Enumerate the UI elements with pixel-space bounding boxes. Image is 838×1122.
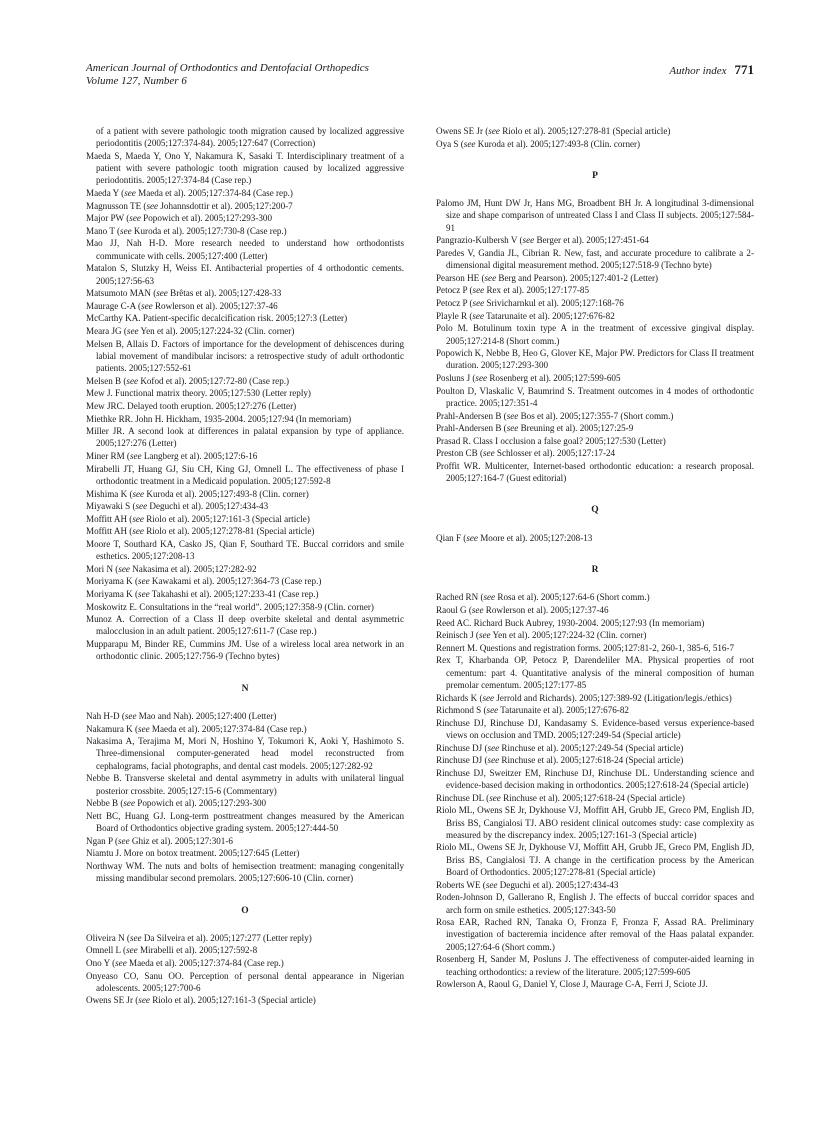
entry-author: Playle R (: [436, 310, 473, 321]
index-entry: [86, 500, 404, 512]
entry-citation: Kuroda et al). 2005;127:730-8 (Case rep.): [131, 225, 287, 236]
entry-author: Nebbe B (: [86, 798, 124, 809]
index-entry: [436, 125, 754, 137]
index-entry: Melsen B, Allais D. Factors of importance for the development of dehiscences during labial movement of mandibular incisors: a retrospective study of adult orthodontic patients. 2005;127:552-61: [86, 338, 404, 374]
entry-citation: Yen et al). 2005;127:224-32 (Clin. corner): [138, 326, 295, 337]
see-reference: see: [138, 589, 150, 599]
index-entry: Rosa EAR, Rached RN, Tanaka O, Fronza F, Fronza F, Assad RA. Preliminary investigation of bacteremia incidence after removal of the Haas palatal expander. 2005;127:64-6 (Short comm.): [436, 917, 754, 952]
entry-citation: Kuroda et al). 2005;127:493-8 (Clin. corner): [144, 488, 309, 499]
entry-citation: Riolo et al). 2005;127:278-81 (Special article): [499, 126, 671, 136]
right-column: [436, 125, 754, 991]
index-entry: [86, 994, 404, 1006]
entry-citation: Popowich et al). 2005;127:293-300: [135, 798, 267, 809]
index-entry: [436, 704, 754, 716]
page-number: 771: [734, 62, 754, 77]
index-entry: [86, 287, 404, 299]
entry-citation: Schlosser et al). 2005;127:17-24: [494, 448, 616, 459]
index-entry: Miethke RR. John H. Hickham, 1935-2004. 2005;127:94 (In memoriam): [86, 413, 352, 424]
see-reference: see: [115, 957, 127, 968]
index-entry: [436, 297, 754, 309]
index-entry: Palomo JM, Hunt DW Jr, Hans MG, Broadbent BH Jr. A longitudinal 3-dimensional size and shape comparison of untreated Class I and Class II subjects. 2005;127:584-91: [436, 198, 754, 233]
index-entry: [86, 488, 404, 500]
index-entry: Niamtu J. More on botox treatment. 2005;127:645 (Letter): [86, 848, 300, 859]
index-entry: [86, 957, 404, 969]
index-entry: [86, 225, 404, 237]
index-entry: Mirabelli JT, Huang GJ, Siu CH, King GJ, Omnell L. The effectiveness of phase I orthodontic treatment in a Medicaid population. 2005;127:592-8: [86, 463, 404, 486]
index-entry: [436, 879, 754, 891]
see-reference: see: [156, 288, 168, 299]
index-entry: [86, 212, 404, 224]
page-info: [669, 62, 754, 78]
journal-title: American Journal of Orthodontics and Dentofacial Orthopedics: [86, 62, 369, 74]
see-reference: see: [138, 723, 150, 734]
entry-author: Richards K (: [436, 692, 483, 703]
entry-author: Rinchuse DJ (: [436, 755, 488, 766]
entry-citation: Mirabelli et al). 2005;127:592-8: [137, 945, 258, 956]
see-reference: see: [475, 373, 488, 384]
index-entry: Rennert M. Questions and registration forms. 2005;127:81-2, 260-1, 385-6, 516-7: [436, 642, 735, 653]
entry-author: Prahl-Andersen B (: [436, 423, 507, 434]
entry-author: Moriyama K (: [86, 576, 139, 587]
index-entry: [436, 629, 754, 641]
section-letter: P: [592, 170, 598, 181]
see-reference: see: [118, 563, 130, 574]
index-entry: [86, 187, 404, 199]
index-entry: Maeda S, Maeda Y, Ono Y, Nakamura K, Sasaki T. Interdisciplinary treatment of a patient with severe pathologic tooth migration caused by localized aggressive periodontitis. 2005;127:374-84 (Case rep.): [86, 150, 404, 186]
index-entry: [86, 375, 404, 387]
section-letter: Q: [591, 505, 599, 516]
index-entry: Riolo ML, Owens SE Jr, Dykhouse VJ, Moffitt AH, Grubb JE, Greco PM, English JD, Briss BS, Cangialosi TJ. A change in the certification process by the American Board of Orthodontics. 2005;127:278-81 (Special article): [436, 842, 754, 878]
index-entry: [436, 272, 754, 284]
entry-citation: Moore et al). 2005;127:208-13: [477, 532, 593, 543]
entry-author: Petocz P (: [436, 298, 473, 309]
index-entry-continuation: of a patient with severe pathologic tooth migration caused by localized aggressive periodontitis (2005;127:374-84). 2005;127:647 (Correction): [96, 126, 404, 149]
entry-citation: Rinchuse et al). 2005;127:249-54 (Special article): [499, 742, 684, 753]
entry-author: Pearson HE (: [436, 272, 485, 283]
section-label: Author index: [669, 65, 727, 77]
see-reference: see: [132, 526, 144, 537]
section-letter: R: [591, 565, 599, 576]
entry-author: Moffitt AH (: [86, 526, 133, 537]
entry-citation: Mao and Nah). 2005;127:400 (Letter): [136, 710, 277, 721]
entry-author: Major PW (: [86, 213, 130, 224]
index-entry: [436, 138, 754, 150]
index-entry: [436, 692, 754, 704]
index-entry: Northway WM. The nuts and bolts of hemisection treatment: managing congenitally missing mandibular second premolars. 2005;127:606-10 (Clin. corner): [86, 860, 404, 884]
see-reference: see: [124, 710, 137, 721]
index-entry: Poulton D, Vlaskalic V, Baumrind S. Treatment outcomes in 4 modes of orthodontic practice. 2005;127:351-4: [436, 385, 754, 408]
see-reference: see: [472, 310, 484, 321]
index-entry: [436, 591, 754, 603]
entry-citation: Da Silveira et al). 2005;127:277 (Letter reply): [141, 932, 312, 943]
see-reference: see: [482, 692, 495, 703]
entry-author: Pangrazio-Kulbersh V (: [436, 235, 523, 246]
index-entry: [436, 742, 754, 754]
see-reference: see: [132, 488, 145, 499]
see-reference: see: [466, 532, 478, 543]
entry-author: Miner RM (: [86, 451, 130, 462]
entry-citation: Rinchuse et al). 2005;127:618-24 (Special article): [499, 755, 684, 766]
entry-author: Moriyama K (: [86, 589, 139, 599]
entry-author: Rinchuse DJ (: [436, 742, 488, 753]
entry-author: Maurage C-A (: [86, 300, 142, 311]
index-entry: [86, 932, 404, 944]
index-entry: [86, 835, 404, 847]
index-entry: [86, 200, 404, 212]
entry-citation: Brêtas et al). 2005;127:428-33: [167, 288, 282, 299]
entry-citation: Riolo et al). 2005;127:278-81 (Special article): [143, 526, 315, 537]
entry-author: Ono Y (: [86, 957, 116, 968]
index-entry: [86, 944, 404, 956]
entry-citation: Rinchuse et al). 2005;127:618-24 (Special article): [500, 792, 685, 803]
entry-author: Matsumoto MAN (: [86, 288, 157, 299]
see-reference: see: [138, 995, 150, 1006]
see-reference: see: [487, 755, 500, 766]
index-entry: Rowlerson A, Raoul G, Daniel Y, Close J, Maurage C-A, Ferri J, Sciote JJ.: [436, 979, 708, 990]
index-entry: Paredes V, Gandia JL, Cibrian R. New, fast, and accurate procedure to calibrate a 2-dimensional digital measurement method. 2005;127:518-9 (Techno byte): [436, 247, 754, 271]
entry-citation: Maeda et al). 2005;127:374-84 (Case rep.): [135, 188, 293, 199]
see-reference: see: [129, 213, 141, 224]
entry-citation: Takahashi et al). 2005;127:233-41 (Case rep.): [149, 589, 319, 599]
index-entry: [436, 422, 754, 434]
see-reference: see: [126, 375, 139, 386]
index-entry: Reed AC. Richard Buck Aubrey, 1930-2004. 2005;127:93 (In memoriam): [436, 617, 705, 628]
index-entry: [86, 710, 404, 722]
index-entry: Nakasima A, Terajima M, Mori N, Hoshino Y, Tokumori K, Aoki Y, Hashimoto S. Three-dimensional computer-generated head model reconstructed from cephalograms, facial photographs, and dental cast models. 2005;127:282-92: [86, 736, 404, 771]
entry-citation: Nakasima et al). 2005;127:282-92: [129, 563, 257, 574]
index-entry: Onyeaso CO, Sanu OO. Perception of personal dental appearance in Nigerian adolescents. 2005;127:700-6: [86, 970, 404, 993]
entry-citation: Berg and Pearson). 2005;127:401-2 (Letter): [496, 272, 659, 283]
see-reference: see: [124, 188, 136, 199]
see-reference: see: [506, 423, 519, 434]
entry-citation: Rowlerson et al). 2005;127:37-46: [483, 604, 609, 615]
entry-author: Oliveira N (: [86, 932, 130, 943]
see-reference: see: [138, 576, 150, 587]
index-entry: [86, 563, 404, 575]
journal-volume: Volume 127, Number 6: [86, 75, 187, 87]
see-reference: see: [126, 945, 138, 956]
entry-citation: Bos et al). 2005;127:355-7 (Short comm.): [518, 410, 674, 421]
index-entry: [86, 575, 404, 587]
see-reference: see: [471, 604, 484, 615]
entry-author: Mishima K (: [86, 488, 133, 499]
entry-author: Miyawaki S (: [86, 501, 136, 512]
entry-citation: Berger et al). 2005;127:451-64: [534, 235, 649, 246]
entry-author: Meara JG (: [86, 326, 127, 337]
see-reference: see: [129, 451, 142, 462]
see-reference: see: [123, 798, 135, 809]
see-reference: see: [463, 138, 476, 149]
entry-author: Rinchuse DL (: [436, 792, 490, 803]
see-reference: see: [506, 410, 519, 421]
see-reference: see: [488, 126, 500, 136]
entry-citation: Rex et al). 2005;127:177-85: [484, 285, 589, 296]
entry-author: Ngan P (: [86, 835, 118, 846]
see-reference: see: [472, 285, 485, 296]
index-entry: Roden-Johnson D, Gallerano R, English J. The effects of buccal corridor spaces and arch form on smile esthetics. 2005;127:343-50: [436, 892, 754, 915]
index-entry: [86, 450, 404, 462]
entry-author: Nah H-D (: [86, 710, 125, 721]
entry-citation: Yen et al). 2005;127:224-32 (Clin. corner): [490, 630, 647, 641]
see-reference: see: [522, 235, 535, 246]
index-entry: [436, 410, 754, 422]
index-entry: Mupparapu M, Binder RE, Cummins JM. Use of a wireless local area network in an orthodontic clinic. 2005;127:756-9 (Techno bytes): [86, 639, 404, 662]
see-reference: see: [484, 272, 497, 283]
index-entry: [436, 372, 754, 384]
see-reference: see: [486, 705, 499, 716]
see-reference: see: [478, 630, 491, 641]
index-entry: Popowich K, Nebbe B, Heo G, Glover KE, Major PW. Predictors for Class II treatment duration. 2005;127:293-300: [436, 348, 754, 371]
entry-citation: Maeda et al). 2005;127:374-84 (Case rep.): [149, 723, 307, 734]
see-reference: see: [135, 501, 148, 512]
left-column: [86, 125, 404, 1007]
see-reference: see: [485, 879, 498, 890]
index-entry: [436, 754, 754, 766]
entry-citation: Kawakami et al). 2005;127:364-73 (Case rep.): [149, 576, 322, 587]
see-reference: see: [146, 200, 159, 211]
entry-citation: Srivicharnkul et al). 2005;127:168-76: [484, 298, 624, 309]
see-reference: see: [129, 932, 142, 943]
entry-citation: Deguchi et al). 2005;127:434-43: [147, 501, 269, 512]
see-reference: see: [472, 298, 485, 309]
see-reference: see: [483, 448, 495, 459]
index-entry: Mao JJ, Nah H-D. More research needed to understand how orthodontists communicate with cells. 2005;127:400 (Letter): [86, 238, 404, 261]
entry-citation: Breuning et al). 2005;127:25-9: [518, 423, 634, 434]
entry-author: Richmond S (: [436, 705, 487, 716]
entry-author: Petocz P (: [436, 285, 473, 296]
index-entry: Moskowitz E. Consultations in the “real world”. 2005;127:358-9 (Clin. corner): [86, 601, 374, 612]
index-entry: Nett BC, Huang GJ. Long-term posttreatment changes measured by the American Board of Orthodontics objective grading system. 2005;127:444-50: [86, 810, 404, 834]
index-entry: Proffit WR. Multicenter, Internet-based orthodontic education: a research proposal. 2005;127:164-7 (Guest editorial): [436, 460, 754, 484]
entry-author: Magnusson TE (: [86, 200, 147, 211]
see-reference: see: [132, 513, 144, 524]
entry-citation: Popowich et al). 2005;127:293-300: [140, 213, 272, 224]
entry-citation: Rosa et al). 2005;127:64-6 (Short comm.): [495, 592, 650, 603]
entry-citation: Jerrold and Richards). 2005;127:389-92 (Litigation/legis./ethics): [494, 692, 732, 703]
entry-author: Rached RN (: [436, 592, 484, 603]
index-entry: Rinchuse DJ, Rinchuse DJ, Kandasamy S. Evidence-based versus experience-based views on occlusion and TMD. 2005;127:249-54 (Special article): [436, 717, 754, 740]
index-entry: Rex T, Kharbanda OP, Petocz P, Darendeliler MA. Physical properties of root cementum: part 4. Quantitative analysis of the mineral composition of human premolar cementum. 2005;127:177-85: [436, 655, 754, 690]
entry-citation: Deguchi et al). 2005;127:434-43: [497, 879, 619, 890]
index-entry: Moore T, Southard KA, Casko JS, Qian F, Southard TE. Buccal corridors and smile esthetics. 2005;127:208-13: [86, 538, 404, 562]
entry-author: Qian F (: [436, 532, 467, 543]
see-reference: see: [126, 326, 139, 337]
entry-citation: Kofod et al). 2005;127:72-80 (Case rep.): [138, 375, 290, 386]
entry-citation: Rowlerson et al). 2005;127:37-46: [152, 300, 278, 311]
entry-author: Owens SE Jr (: [436, 126, 489, 136]
index-entry: Miller JR. A second look at differences in palatal expansion by type of appliance. 2005;127:276 (Letter): [86, 426, 404, 449]
index-entry: [436, 532, 754, 544]
entry-citation: Langberg et al). 2005;127:6-16: [141, 451, 258, 462]
entry-author: Owens SE Jr (: [86, 995, 139, 1006]
index-entry: Prasad R. Class I occlusion a false goal? 2005;127:530 (Letter): [436, 435, 666, 446]
see-reference: see: [141, 300, 153, 311]
running-head: [86, 62, 369, 88]
entry-citation: Tatarunaite et al). 2005;127:676-82: [498, 705, 629, 716]
entry-citation: Ghiz et al). 2005;127:301-6: [129, 835, 233, 846]
index-entry: Rosenberg H, Sander M, Posluns J. The effectiveness of computer-aided learning in teaching orthodontics: a review of the literature. 2005;127:599-605: [436, 954, 754, 977]
index-entry: [86, 513, 404, 525]
entry-author: Melsen B (: [86, 375, 127, 386]
section-letter: O: [241, 905, 249, 916]
index-entry: [86, 723, 404, 735]
entry-author: Oya S (: [436, 138, 464, 149]
index-entry: Munoz A. Correction of a Class II deep overbite skeletal and dental asymmetric malocclusion in an adult patient. 2005;127:611-7 (Case rep.): [86, 614, 404, 637]
index-entry: Rinchuse DJ, Sweitzer EM, Rinchuse DJ, Rinchuse DL. Understanding science and evidence-based decision making in orthodontics. 2005;127:618-24 (Special article): [436, 767, 754, 791]
see-reference: see: [120, 225, 132, 236]
entry-author: Prahl-Andersen B (: [436, 410, 507, 421]
entry-author: Posluns J (: [436, 373, 476, 384]
entry-author: Roberts WE (: [436, 879, 486, 890]
entry-author: Reinisch J (: [436, 630, 479, 641]
index-entry: Riolo ML, Owens SE Jr, Dykhouse VJ, Moffitt AH, Grubb JE, Greco PM, English JD, Briss BS, Cangialosi TJ. ABO resident clinical outcomes study: case complexity as measured by the discrepancy index. 2005;127:161-3 (Special article): [436, 805, 754, 840]
index-entry: Nebbe B. Transverse skeletal and dental asymmetry in adults with unilateral lingual posterior crossbite. 2005;127:15-6 (Commentary): [86, 773, 404, 796]
entry-citation: Tatarunaite et al). 2005;127:676-82: [484, 310, 615, 321]
see-reference: see: [118, 835, 130, 846]
entry-citation: Rosenberg et al). 2005;127:599-605: [487, 373, 621, 384]
index-entry: [436, 234, 754, 246]
index-entry: [86, 525, 404, 537]
see-reference: see: [489, 792, 501, 803]
entry-citation: Riolo et al). 2005;127:161-3 (Special article): [143, 513, 310, 524]
entry-citation: Kuroda et al). 2005;127:493-8 (Clin. corner): [475, 138, 641, 149]
index-entry: [436, 604, 754, 616]
index-entry: Mew J. Functional matrix theory. 2005;127:530 (Letter reply): [86, 388, 311, 399]
index-entry: Mew JRC. Delayed tooth eruption. 2005;127:276 (Letter): [86, 400, 297, 411]
see-reference: see: [483, 592, 496, 603]
entry-author: Maeda Y (: [86, 188, 125, 199]
entry-author: Preston CB (: [436, 448, 483, 459]
index-entry: McCarthy KA. Patient-specific decalcification risk. 2005;127:3 (Letter): [86, 313, 348, 324]
index-entry: Matalon S, Slutzky H, Weiss EI. Antibacterial properties of 4 orthodontic cements. 2005;127:56-63: [86, 263, 404, 286]
see-reference: see: [487, 742, 500, 753]
page-header: [86, 62, 754, 96]
index-entry: [436, 792, 754, 804]
index-entry: [86, 300, 404, 312]
index-entry: [436, 310, 754, 322]
entry-citation: Riolo et al). 2005;127:161-3 (Special article): [149, 995, 316, 1006]
entry-author: Raoul G (: [436, 604, 472, 615]
entry-citation: Johannsdottir et al). 2005;127:200-7: [158, 200, 293, 211]
entry-author: Mano T (: [86, 225, 121, 236]
entry-citation: Maeda et al). 2005;127:374-84 (Case rep.): [126, 957, 284, 968]
entry-author: Mori N (: [86, 563, 119, 574]
index-entry: [86, 588, 404, 600]
index-entry: Polo M. Botulinum toxin type A in the treatment of excessive gingival display. 2005;127:214-8 (Short comm.): [436, 323, 754, 346]
index-entry: [86, 325, 404, 337]
entry-author: Nakamura K (: [86, 723, 139, 734]
index-entry: [436, 284, 754, 296]
section-letter: N: [241, 683, 249, 694]
entry-author: Omnell L (: [86, 945, 127, 956]
entry-author: Moffitt AH (: [86, 513, 133, 524]
index-entry: [86, 797, 404, 809]
index-entry: [436, 447, 754, 459]
